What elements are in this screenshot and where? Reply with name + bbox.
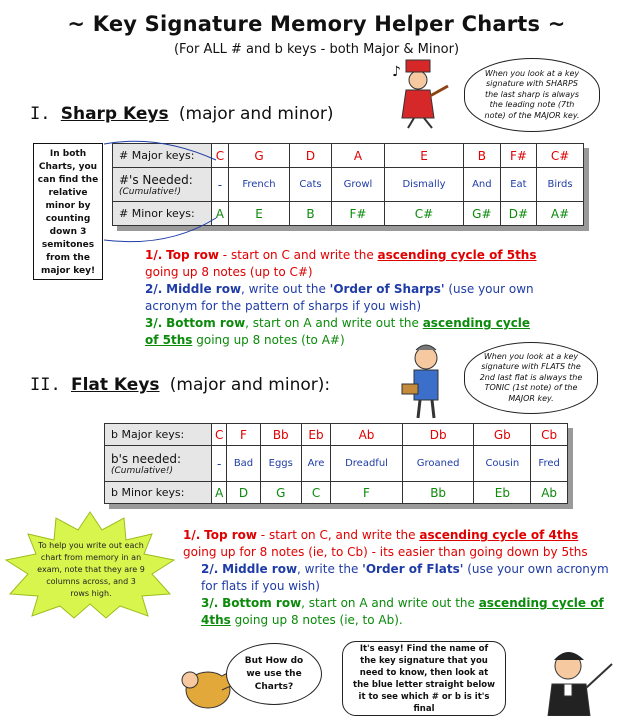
sharp-major-cell: F#: [500, 144, 536, 168]
step-number: 1/.: [145, 248, 163, 262]
step-keyword: Middle row: [166, 282, 242, 296]
sharp-minor-cell: E: [228, 202, 289, 226]
sharp-figure-illustration: [378, 56, 458, 130]
sharp-needed-title: #'s Needed:: [119, 172, 193, 187]
sharp-section-title: Sharp Keys: [60, 104, 169, 124]
flat-figure-illustration: [396, 340, 458, 420]
sharp-step-3: [145, 315, 540, 349]
step-keyword: Middle row: [222, 562, 298, 576]
step-text: going up 8 notes (ie, to Ab).: [230, 613, 403, 627]
step-underlined: ascending cycle of 4ths: [419, 528, 579, 542]
step-text: , start on A and write out the: [301, 596, 479, 610]
sharp-needed-cell: And: [463, 168, 500, 202]
step-text: (use your own acronym for the pattern of sharps if you wish): [145, 282, 534, 313]
step-text: - start on C and write the: [218, 248, 378, 262]
step-text: going up 8 notes (to A#): [192, 333, 345, 347]
step-keyword: Bottom row: [166, 316, 246, 330]
flat-needed-cell: Are: [301, 446, 330, 482]
flat-step-1: [183, 527, 613, 561]
flat-minor-cell: Bb: [402, 482, 474, 504]
flat-minor-cell: A: [212, 482, 227, 504]
exam-tip-note: To help you write out each chart from memory in an exam, note that they are 9 columns across, and 3 rows high.: [37, 541, 145, 598]
step-keyword: Top row: [166, 248, 219, 262]
flat-needed-cell: Eggs: [260, 446, 301, 482]
page-title: ~ Key Signature Memory Helper Charts ~: [67, 12, 566, 36]
sharp-major-cell: B: [463, 144, 500, 168]
step-number: 1/.: [183, 528, 201, 542]
sharp-minor-label: # Minor keys:: [113, 202, 212, 226]
flat-major-cell: Cb: [531, 424, 568, 446]
sharp-step-1: [145, 247, 540, 281]
sharp-steps: [145, 247, 540, 349]
sharp-needed-cell: -: [212, 168, 229, 202]
step-keyword: Top row: [204, 528, 257, 542]
step-text: (use your own acronym for flats if you wish): [201, 562, 609, 593]
conductor-illustration: [528, 644, 618, 716]
sharp-minor-cell: A: [212, 202, 229, 226]
sharp-minor-cell: C#: [385, 202, 464, 226]
flat-keys-table: [104, 423, 568, 504]
answer-bubble: It's easy! Find the name of the key signature that you need to know, then look at the blue letter straight below it to see which # or b is it's final: [342, 641, 506, 716]
sharp-major-cell: E: [385, 144, 464, 168]
step-number: 2/.: [201, 562, 219, 576]
flat-needed-row: [105, 446, 568, 482]
flat-major-cell: Eb: [301, 424, 330, 446]
step-underlined: ascending cycle of 4ths: [201, 596, 604, 627]
sharp-major-cell: A: [331, 144, 384, 168]
sharp-step-2: [145, 281, 540, 315]
sharp-section-paren: (major and minor): [178, 104, 334, 124]
flat-major-cell: Bb: [260, 424, 301, 446]
flat-section-paren: (major and minor):: [169, 375, 331, 395]
flat-major-cell: Db: [402, 424, 474, 446]
relative-minor-note: In both Charts, you can find the relative minor by counting down 3 semitones from the major key!: [33, 143, 103, 280]
step-number: 2/.: [145, 282, 163, 296]
sharp-minor-cell: D#: [500, 202, 536, 226]
flat-section-heading: [30, 375, 330, 395]
sharp-major-cell: D: [290, 144, 332, 168]
flat-minor-label: b Minor keys:: [105, 482, 212, 504]
flat-minor-cell: Ab: [531, 482, 568, 504]
step-keyword: Bottom row: [222, 596, 302, 610]
step-text: - start on C, and write the: [256, 528, 420, 542]
flat-minor-row: [105, 482, 568, 504]
question-bubble: But How do we use the Charts?: [226, 643, 322, 705]
flat-needed-cell: Fred: [531, 446, 568, 482]
flat-major-cell: F: [227, 424, 260, 446]
flat-needed-sub: (Cumulative!): [111, 465, 173, 476]
sharp-major-cell: G: [228, 144, 289, 168]
step-text: , write the: [297, 562, 363, 576]
flat-needed-cell: Cousin: [474, 446, 531, 482]
sharp-minor-cell: B: [290, 202, 332, 226]
step-text: going up for 8 notes (ie, to Cb) - its easier than going down by 5ths: [183, 545, 588, 559]
step-quoted: 'Order of Sharps': [329, 282, 445, 296]
sharp-needed-cell: Dismally: [385, 168, 464, 202]
page-subtitle: (For ALL # and b keys - both Major & Minor): [173, 42, 460, 57]
sharp-section-numeral: I.: [30, 104, 51, 124]
flat-needed-label: [105, 446, 212, 482]
flat-major-cell: Ab: [331, 424, 403, 446]
sharp-major-cell: C: [212, 144, 229, 168]
step-text: , write out the: [241, 282, 330, 296]
flat-major-cell: C: [212, 424, 227, 446]
sharp-needed-cell: Birds: [537, 168, 584, 202]
flat-minor-cell: C: [301, 482, 330, 504]
flat-tip-bubble: When you look at a key signature with FLATS the 2nd last flat is always the TONIC (1st note) of the MAJOR key.: [464, 342, 598, 414]
flat-major-label: b Major keys:: [105, 424, 212, 446]
arrow-lines: [98, 140, 238, 250]
flat-minor-cell: Eb: [474, 482, 531, 504]
flat-step-3: [183, 595, 613, 629]
step-number: 3/.: [201, 596, 219, 610]
sharp-needed-cell: Growl: [331, 168, 384, 202]
sharp-major-cell: C#: [537, 144, 584, 168]
flat-steps: [183, 527, 613, 629]
sharp-needed-cell: Cats: [290, 168, 332, 202]
sharp-needed-sub: (Cumulative!): [119, 186, 181, 197]
step-text: , start on A and write out the: [245, 316, 423, 330]
sharp-minor-cell: F#: [331, 202, 384, 226]
sharp-section-heading: [30, 104, 333, 124]
sharp-minor-cell: G#: [463, 202, 500, 226]
flat-step-2: [183, 561, 613, 595]
flat-major-cell: Gb: [474, 424, 531, 446]
flat-major-row: [105, 424, 568, 446]
flat-minor-cell: D: [227, 482, 260, 504]
flat-needed-title: b's needed:: [111, 451, 182, 466]
flat-minor-cell: G: [260, 482, 301, 504]
flat-needed-cell: Dreadful: [331, 446, 403, 482]
sharp-major-label: # Major keys:: [113, 144, 212, 168]
flat-minor-cell: F: [331, 482, 403, 504]
step-number: 3/.: [145, 316, 163, 330]
flat-needed-cell: Groaned: [402, 446, 474, 482]
step-text: going up 8 notes (up to C#): [145, 265, 313, 279]
sharp-needed-cell: Eat: [500, 168, 536, 202]
flat-section-title: Flat Keys: [70, 375, 160, 395]
flat-needed-cell: Bad: [227, 446, 260, 482]
step-quoted: 'Order of Flats': [362, 562, 464, 576]
sharp-needed-cell: French: [228, 168, 289, 202]
step-underlined: ascending cycle of 5ths: [377, 248, 537, 262]
flat-section-numeral: II.: [30, 375, 61, 395]
flat-needed-cell: -: [212, 446, 227, 482]
sharp-tip-bubble: When you look at a key signature with SHARPS the last sharp is always the leading note (7th note) of the MAJOR key.: [464, 58, 600, 132]
sharp-minor-cell: A#: [537, 202, 584, 226]
step-underlined: ascending cycle of 5ths: [145, 316, 531, 347]
svg-text:♪: ♪: [392, 64, 401, 80]
